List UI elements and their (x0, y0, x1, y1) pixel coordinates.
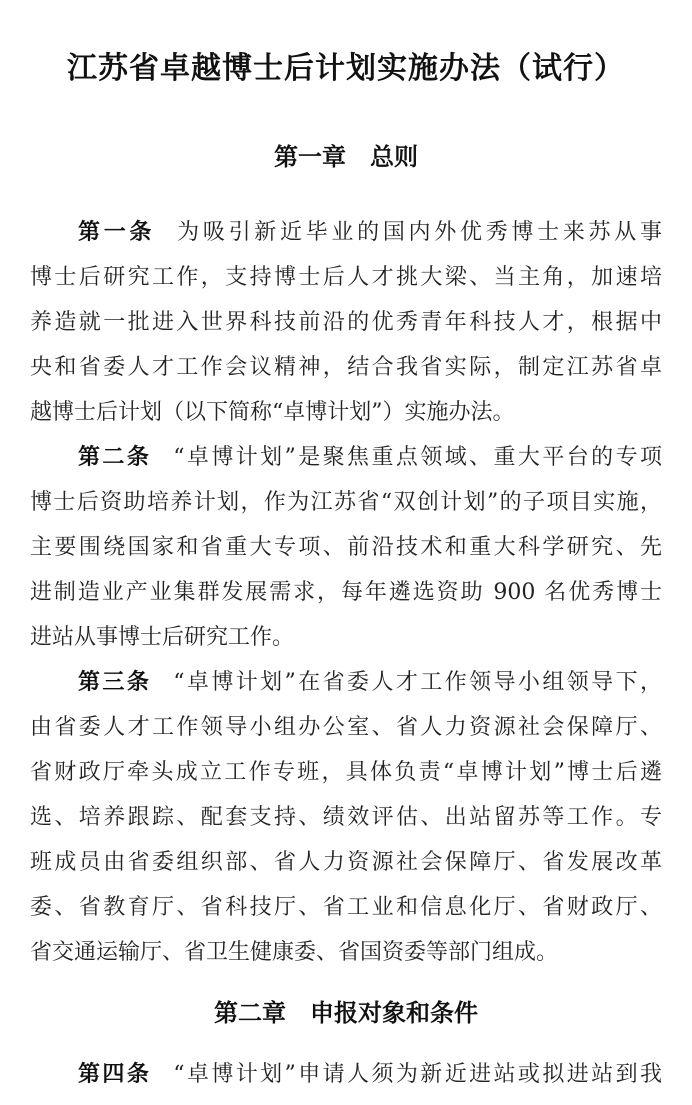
article-line (30, 488, 662, 518)
article-text: 班成员由省委组织部、省人力资源社会保障厅、省发展改革 (30, 850, 662, 875)
article-line (30, 938, 662, 968)
article-line (30, 623, 662, 653)
article-text: “卓博计划”申请人须为新近进站或拟进站到我 (173, 1062, 662, 1087)
article-text: “卓博计划”是聚焦重点领域、重大平台的专项 (173, 445, 662, 470)
article-line (30, 263, 662, 293)
article-text: 央和省委人才工作会议精神，结合我省实际，制定江苏省卓 (30, 355, 662, 380)
document-title: 江苏省卓越博士后计划实施办法（试行） (67, 51, 625, 86)
article-line (30, 893, 662, 923)
chapter-heading: 第二章 申报对象和条件 (214, 999, 478, 1027)
article-text: 进站从事博士后研究工作。 (30, 625, 295, 650)
article-line (30, 848, 662, 878)
article-text: 为吸引新近毕业的国内外优秀博士来苏从事 (177, 220, 662, 245)
article-text: 选、培养跟踪、配套支持、绩效评估、出站留苏等工作。专 (30, 805, 662, 830)
article-line (30, 353, 662, 383)
article-text: 越博士后计划（以下简称“卓博计划”）实施办法。 (30, 400, 515, 425)
article-line (30, 713, 662, 743)
article-label: 第四条 (78, 1062, 152, 1087)
article-text: 博士后资助培养计划，作为江苏省“双创计划”的子项目实施， (30, 490, 662, 515)
article-line (30, 758, 662, 788)
article-line (30, 578, 662, 608)
article-label: 第一条 (78, 220, 156, 245)
article-line (30, 803, 662, 833)
article-text: “卓博计划”在省委人才工作领导小组领导下， (173, 670, 662, 695)
article-first-line (78, 443, 662, 473)
article-text: 委、省教育厅、省科技厅、省工业和信息化厅、省财政厅、 (30, 895, 662, 920)
article-first-line (78, 218, 662, 248)
article-text: 博士后研究工作，支持博士后人才挑大梁、当主角，加速培 (30, 265, 662, 290)
article-text: 养造就一批进入世界科技前沿的优秀青年科技人才，根据中 (30, 310, 662, 335)
article-line (30, 533, 662, 563)
article-label: 第二条 (78, 445, 152, 470)
article-line (30, 308, 662, 338)
article-text: 由省委人才工作领导小组办公室、省人力资源社会保障厅、 (30, 715, 662, 740)
article-first-line (78, 1060, 662, 1090)
article-label: 第三条 (78, 670, 152, 695)
article-text: 进制造业产业集群发展需求，每年遴选资助 900 名优秀博士 (30, 580, 662, 605)
article-line (30, 398, 662, 428)
article-text: 省财政厅牵头成立工作专班，具体负责“卓博计划”博士后遴 (30, 760, 662, 785)
article-first-line (78, 668, 662, 698)
chapter-heading: 第一章 总则 (274, 143, 418, 171)
article-text: 主要围绕国家和省重大专项、前沿技术和重大科学研究、先 (30, 535, 662, 560)
article-text: 省交通运输厅、省卫生健康委、省国资委等部门组成。 (30, 940, 559, 965)
